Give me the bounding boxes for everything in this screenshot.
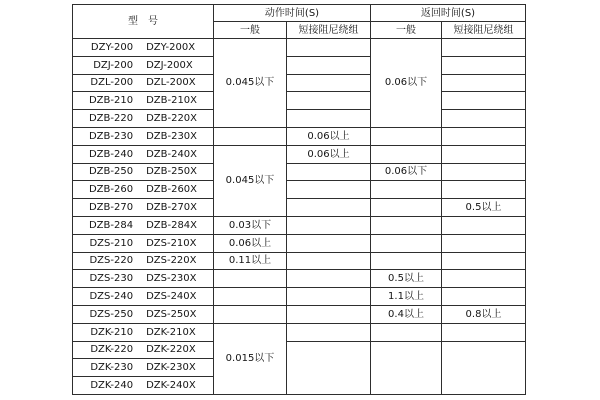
model-base: DZB-220 bbox=[88, 113, 134, 125]
return-general-cell bbox=[371, 341, 442, 394]
model-x-variant: DZK-230X bbox=[146, 362, 196, 374]
table-row bbox=[73, 199, 526, 217]
header-return-damping: 短接阻尼绕组 bbox=[442, 22, 526, 39]
model-base: DZB-270 bbox=[88, 202, 134, 214]
action-damping-cell bbox=[287, 39, 371, 57]
return-general-cell bbox=[371, 199, 442, 217]
model-cell bbox=[73, 74, 214, 92]
action-damping-cell bbox=[287, 234, 371, 252]
model-cell bbox=[73, 216, 214, 234]
table-row bbox=[73, 216, 526, 234]
action-damping-cell bbox=[287, 163, 371, 181]
model-cell bbox=[73, 288, 214, 306]
action-general-cell: 0.015以下 bbox=[214, 323, 287, 394]
return-damping-cell bbox=[442, 270, 526, 288]
model-base: DZK-210 bbox=[90, 326, 134, 338]
model-base: DZS-210 bbox=[89, 237, 134, 249]
model-cell bbox=[73, 181, 214, 199]
action-general-cell: 0.03以下 bbox=[214, 216, 287, 234]
action-damping-cell bbox=[287, 56, 371, 74]
action-damping-cell bbox=[287, 341, 371, 394]
model-cell bbox=[73, 270, 214, 288]
action-general-cell bbox=[214, 270, 287, 288]
action-general-cell bbox=[214, 127, 287, 145]
return-damping-cell bbox=[442, 39, 526, 57]
table-row bbox=[73, 110, 526, 128]
table-row bbox=[73, 341, 526, 359]
model-base: DZB-240 bbox=[88, 148, 134, 160]
table-row bbox=[73, 163, 526, 181]
table-row bbox=[73, 56, 526, 74]
return-general-cell bbox=[371, 127, 442, 145]
model-x-variant: DZS-230X bbox=[146, 273, 197, 285]
model-x-variant: DZB-270X bbox=[146, 202, 198, 214]
model-x-variant: DZB-220X bbox=[146, 113, 198, 125]
action-damping-cell bbox=[287, 216, 371, 234]
table-row bbox=[73, 39, 526, 57]
action-damping-cell bbox=[287, 288, 371, 306]
action-damping-cell bbox=[287, 252, 371, 270]
model-x-variant: DZB-260X bbox=[146, 184, 198, 196]
return-general-cell bbox=[371, 145, 442, 163]
model-x-variant: DZB-210X bbox=[146, 95, 198, 107]
model-x-variant: DZB-240X bbox=[146, 148, 198, 160]
relay-spec-table bbox=[72, 4, 526, 395]
model-cell bbox=[73, 341, 214, 359]
table-row bbox=[73, 323, 526, 341]
action-general-cell: 0.06以上 bbox=[214, 234, 287, 252]
return-general-cell: 0.06以下 bbox=[371, 163, 442, 181]
table-row bbox=[73, 270, 526, 288]
model-cell bbox=[73, 305, 214, 323]
model-cell bbox=[73, 377, 214, 395]
return-damping-cell bbox=[442, 288, 526, 306]
action-damping-cell bbox=[287, 181, 371, 199]
table-row bbox=[73, 305, 526, 323]
return-damping-cell bbox=[442, 145, 526, 163]
table-row bbox=[73, 288, 526, 306]
table-row bbox=[73, 252, 526, 270]
model-base: DZS-230 bbox=[89, 273, 134, 285]
header-action-general: 一般 bbox=[214, 22, 287, 39]
table-row bbox=[73, 234, 526, 252]
model-base: DZB-210 bbox=[88, 95, 134, 107]
header-action-damping: 短接阻尼绕组 bbox=[287, 22, 371, 39]
action-damping-cell bbox=[287, 305, 371, 323]
model-x-variant: DZL-200X bbox=[146, 77, 196, 89]
return-damping-cell bbox=[442, 216, 526, 234]
model-x-variant: DZY-200X bbox=[146, 41, 196, 53]
action-general-cell: 0.045以下 bbox=[214, 145, 287, 216]
return-general-cell bbox=[371, 181, 442, 199]
action-general-cell: 0.11以上 bbox=[214, 252, 287, 270]
model-base: DZY-200 bbox=[90, 41, 134, 53]
model-x-variant: DZK-220X bbox=[146, 344, 196, 356]
table-row bbox=[73, 127, 526, 145]
model-cell bbox=[73, 359, 214, 377]
model-cell bbox=[73, 92, 214, 110]
return-damping-cell: 0.5以上 bbox=[442, 199, 526, 217]
return-damping-cell bbox=[442, 110, 526, 128]
header-return-time: 返回时间(S) bbox=[371, 5, 526, 22]
return-damping-cell bbox=[442, 56, 526, 74]
action-damping-cell bbox=[287, 323, 371, 341]
action-general-cell: 0.045以下 bbox=[214, 39, 287, 128]
model-x-variant: DZB-230X bbox=[146, 130, 198, 142]
model-base: DZK-220 bbox=[90, 344, 134, 356]
model-base: DZK-240 bbox=[90, 380, 134, 392]
action-damping-cell bbox=[287, 110, 371, 128]
return-damping-cell bbox=[442, 341, 526, 394]
model-base: DZS-240 bbox=[89, 291, 134, 303]
table-row bbox=[73, 92, 526, 110]
model-base: DZB-250 bbox=[88, 166, 134, 178]
table-header bbox=[73, 5, 526, 39]
model-cell bbox=[73, 127, 214, 145]
model-base: DZB-284 bbox=[88, 219, 134, 231]
header-return-general: 一般 bbox=[371, 22, 442, 39]
return-general-cell: 1.1以上 bbox=[371, 288, 442, 306]
return-general-cell: 0.06以下 bbox=[371, 39, 442, 128]
return-damping-cell bbox=[442, 181, 526, 199]
action-general-cell bbox=[214, 305, 287, 323]
action-damping-cell: 0.06以上 bbox=[287, 127, 371, 145]
model-x-variant: DZK-240X bbox=[146, 380, 196, 392]
model-base: DZJ-200 bbox=[93, 59, 134, 71]
header-action-time: 动作时间(S) bbox=[214, 5, 371, 22]
return-general-cell: 0.5以上 bbox=[371, 270, 442, 288]
model-x-variant: DZS-240X bbox=[146, 291, 197, 303]
model-cell bbox=[73, 199, 214, 217]
table-body bbox=[73, 39, 526, 395]
action-damping-cell: 0.06以上 bbox=[287, 145, 371, 163]
model-cell bbox=[73, 234, 214, 252]
model-x-variant: DZK-210X bbox=[146, 326, 196, 338]
table-row bbox=[73, 74, 526, 92]
model-x-variant: DZJ-200X bbox=[146, 59, 193, 71]
action-damping-cell bbox=[287, 199, 371, 217]
return-general-cell: 0.4以上 bbox=[371, 305, 442, 323]
return-general-cell bbox=[371, 216, 442, 234]
header-row-1 bbox=[73, 5, 526, 22]
action-general-cell bbox=[214, 288, 287, 306]
table-row bbox=[73, 181, 526, 199]
model-cell bbox=[73, 163, 214, 181]
return-general-cell bbox=[371, 323, 442, 341]
model-cell bbox=[73, 56, 214, 74]
return-damping-cell bbox=[442, 92, 526, 110]
return-damping-cell bbox=[442, 252, 526, 270]
model-x-variant: DZS-220X bbox=[146, 255, 197, 267]
model-cell bbox=[73, 110, 214, 128]
action-damping-cell bbox=[287, 74, 371, 92]
model-x-variant: DZS-210X bbox=[146, 237, 197, 249]
action-damping-cell bbox=[287, 92, 371, 110]
return-damping-cell bbox=[442, 127, 526, 145]
header-model: 型 号 bbox=[73, 5, 214, 39]
return-general-cell bbox=[371, 252, 442, 270]
model-base: DZK-230 bbox=[90, 362, 134, 374]
model-base: DZS-250 bbox=[89, 308, 134, 320]
model-base: DZB-230 bbox=[88, 130, 134, 142]
return-general-cell bbox=[371, 234, 442, 252]
model-cell bbox=[73, 145, 214, 163]
model-x-variant: DZB-284X bbox=[146, 219, 198, 231]
model-cell bbox=[73, 252, 214, 270]
table-row bbox=[73, 145, 526, 163]
model-base: DZS-220 bbox=[89, 255, 134, 267]
action-damping-cell bbox=[287, 270, 371, 288]
return-damping-cell bbox=[442, 74, 526, 92]
return-damping-cell: 0.8以上 bbox=[442, 305, 526, 323]
model-cell bbox=[73, 39, 214, 57]
model-base: DZB-260 bbox=[88, 184, 134, 196]
model-cell bbox=[73, 323, 214, 341]
model-base: DZL-200 bbox=[90, 77, 134, 89]
model-x-variant: DZS-250X bbox=[146, 308, 197, 320]
return-damping-cell bbox=[442, 323, 526, 341]
return-damping-cell bbox=[442, 234, 526, 252]
model-x-variant: DZB-250X bbox=[146, 166, 198, 178]
return-damping-cell bbox=[442, 163, 526, 181]
